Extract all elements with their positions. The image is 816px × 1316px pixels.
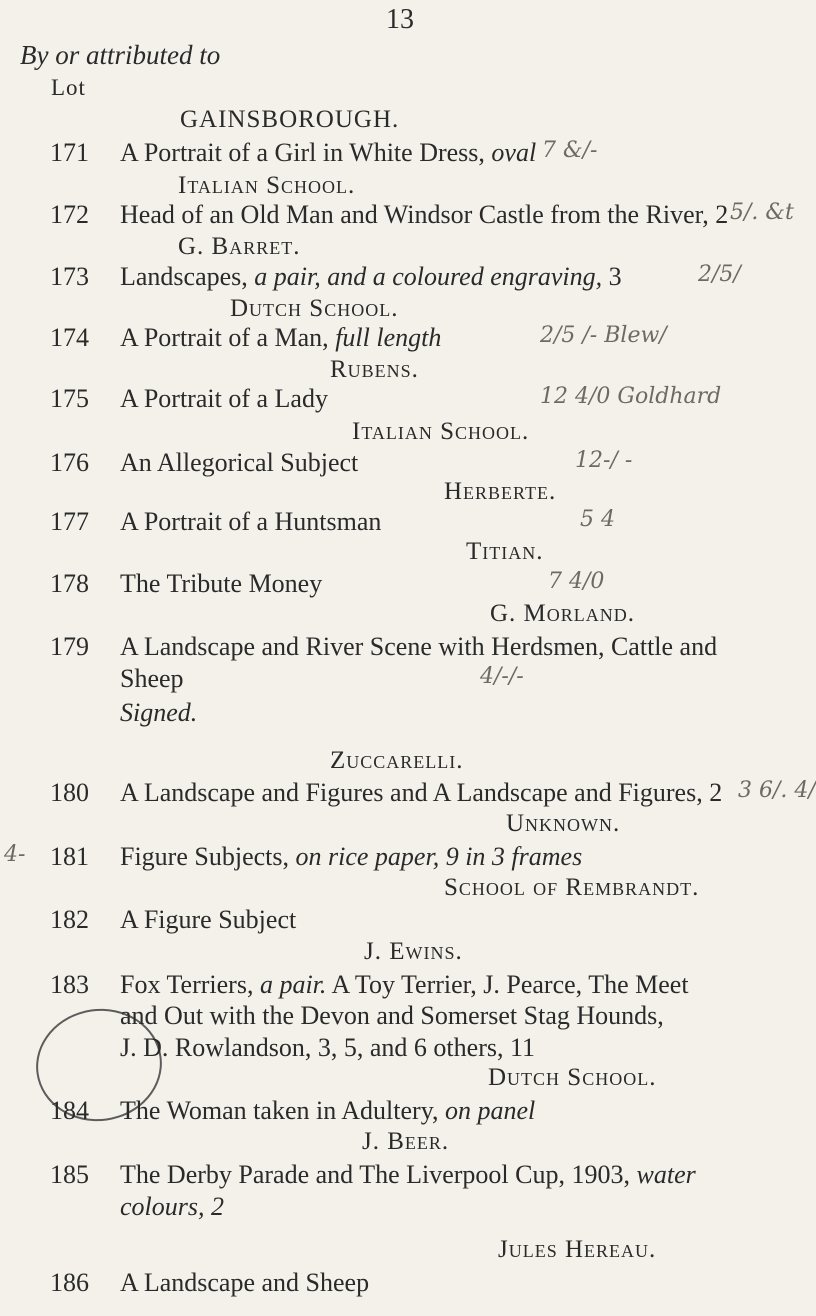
lot-number: 177 <box>50 507 89 536</box>
price-annotation-174: 2/5 /- Blew/ <box>540 323 667 348</box>
price-annotation-175: 12 4/0 Goldhard <box>540 384 722 409</box>
intro-heading: By or attributed to <box>20 40 221 70</box>
price-annotation-179: 4/-/- <box>480 664 524 689</box>
lot-column-header: Lot <box>51 75 86 100</box>
lot-number: 173 <box>50 262 89 291</box>
lot-number: 178 <box>50 569 89 598</box>
artist-173: G. Barret. <box>178 233 301 260</box>
lot-number: 180 <box>50 778 89 807</box>
lot-line-176 <box>50 448 358 478</box>
price-annotation-171: 7 &/- <box>542 138 598 163</box>
lot-number: 186 <box>50 1268 89 1297</box>
lot-number: 182 <box>50 905 89 934</box>
artist-174: Dutch School. <box>230 295 399 322</box>
lot-line-172 <box>50 200 728 230</box>
lot-title: Head of an Old Man and Windsor Castle from the River, 2 <box>120 200 729 229</box>
price-annotation-181: 4- <box>4 842 26 867</box>
lot-title: A Landscape and Figures and A Landscape and Figures, 2 <box>120 778 723 807</box>
lot-line-181 <box>50 842 582 872</box>
price-annotation-176: 12-/ - <box>575 448 633 473</box>
lot-number: 172 <box>50 200 89 229</box>
lot-line-184 <box>50 1096 535 1126</box>
lot-number: 185 <box>50 1160 89 1189</box>
lot-title: A Landscape and River Scene with Herdsmen, Cattle and <box>120 632 718 661</box>
lot-line-178 <box>50 569 322 599</box>
lot-count: 3 <box>608 262 622 291</box>
lot-continuation-185: colours, 2 <box>120 1192 224 1221</box>
lot-line-174 <box>50 323 441 353</box>
artist-180: Zuccarelli. <box>330 747 464 774</box>
lot-title: The Derby Parade and The Liverpool Cup, 1903, <box>120 1160 630 1189</box>
lot-number: 179 <box>50 632 89 661</box>
lot-continuation-179: Sheep <box>120 664 184 693</box>
lot-note: a pair, and a coloured engraving, <box>254 262 603 291</box>
artist-172: Italian School. <box>178 172 356 199</box>
lot-line-175 <box>50 384 328 414</box>
lot-continuation2-183: J. D. Rowlandson, 3, 5, and 6 others, 11 <box>120 1033 536 1062</box>
lot-extra: A Toy Terrier, J. Pearce, The Meet <box>331 970 689 999</box>
lot-number: 184 <box>50 1096 89 1125</box>
lot-note: on panel <box>445 1096 536 1125</box>
lot-note: oval <box>491 138 537 167</box>
lot-line-185 <box>50 1160 696 1190</box>
artist-181: Unknown. <box>506 810 621 837</box>
lot-title: A Portrait of a Huntsman <box>120 507 382 536</box>
lot-title: A Portrait of a Girl in White Dress, <box>120 138 485 167</box>
lot-title: Fox Terriers, <box>120 970 254 999</box>
artist-179: G. Morland. <box>490 600 636 627</box>
price-annotation-172: 5/. &t <box>730 200 794 225</box>
lot-note: a pair. <box>259 970 327 999</box>
lot-title: A Landscape and Sheep <box>120 1268 370 1297</box>
lot-line-179 <box>50 632 717 662</box>
lot-number: 171 <box>50 138 89 167</box>
price-annotation-180: 3 6/. 4/ <box>738 778 816 803</box>
lot-title: The Woman taken in Adultery, <box>120 1096 439 1125</box>
lot-number: 183 <box>50 970 89 999</box>
lot-title: Landscapes, <box>120 262 248 291</box>
lot-number: 181 <box>50 842 89 871</box>
artist-171: GAINSBOROUGH. <box>180 106 400 133</box>
lot-line-173 <box>50 262 622 292</box>
lot-title: The Tribute Money <box>120 569 323 598</box>
price-annotation-173: 2/5/ <box>698 262 741 287</box>
lot-line-182 <box>50 905 296 935</box>
lot-signed-179: Signed. <box>120 698 198 727</box>
lot-title: A Portrait of a Lady <box>120 384 328 413</box>
lot-number: 176 <box>50 448 89 477</box>
artist-175: Rubens. <box>330 356 419 383</box>
artist-186: Jules Hereau. <box>498 1236 657 1263</box>
artist-185: J. Beer. <box>362 1128 450 1155</box>
lot-line-171 <box>50 138 536 168</box>
lot-line-180 <box>50 778 722 808</box>
artist-177: Herberte. <box>444 478 557 505</box>
lot-line-183 <box>50 970 689 1000</box>
lot-note: full length <box>335 323 442 352</box>
lot-line-186 <box>50 1268 369 1298</box>
artist-184: Dutch School. <box>488 1064 657 1091</box>
price-annotation-177: 5 4 <box>580 507 615 532</box>
lot-number: 175 <box>50 384 89 413</box>
lot-note: on rice paper, 9 in 3 frames <box>295 842 583 871</box>
price-annotation-178: 7 4/0 <box>548 569 605 594</box>
page-number: 13 <box>386 4 414 35</box>
lot-number: 174 <box>50 323 89 352</box>
artist-178: Titian. <box>466 538 544 565</box>
lot-title: Figure Subjects, <box>120 842 289 871</box>
artist-183: J. Ewins. <box>364 938 463 965</box>
artist-182: School of Rembrandt. <box>444 874 700 901</box>
lot-continuation-183: and Out with the Devon and Somerset Stag Hounds, <box>120 1001 664 1030</box>
artist-176: Italian School. <box>352 418 530 445</box>
lot-line-177 <box>50 507 381 537</box>
lot-title: A Figure Subject <box>120 905 297 934</box>
lot-title: An Allegorical Subject <box>120 448 359 477</box>
lot-title: A Portrait of a Man, <box>120 323 329 352</box>
lot-note: water <box>636 1160 696 1189</box>
